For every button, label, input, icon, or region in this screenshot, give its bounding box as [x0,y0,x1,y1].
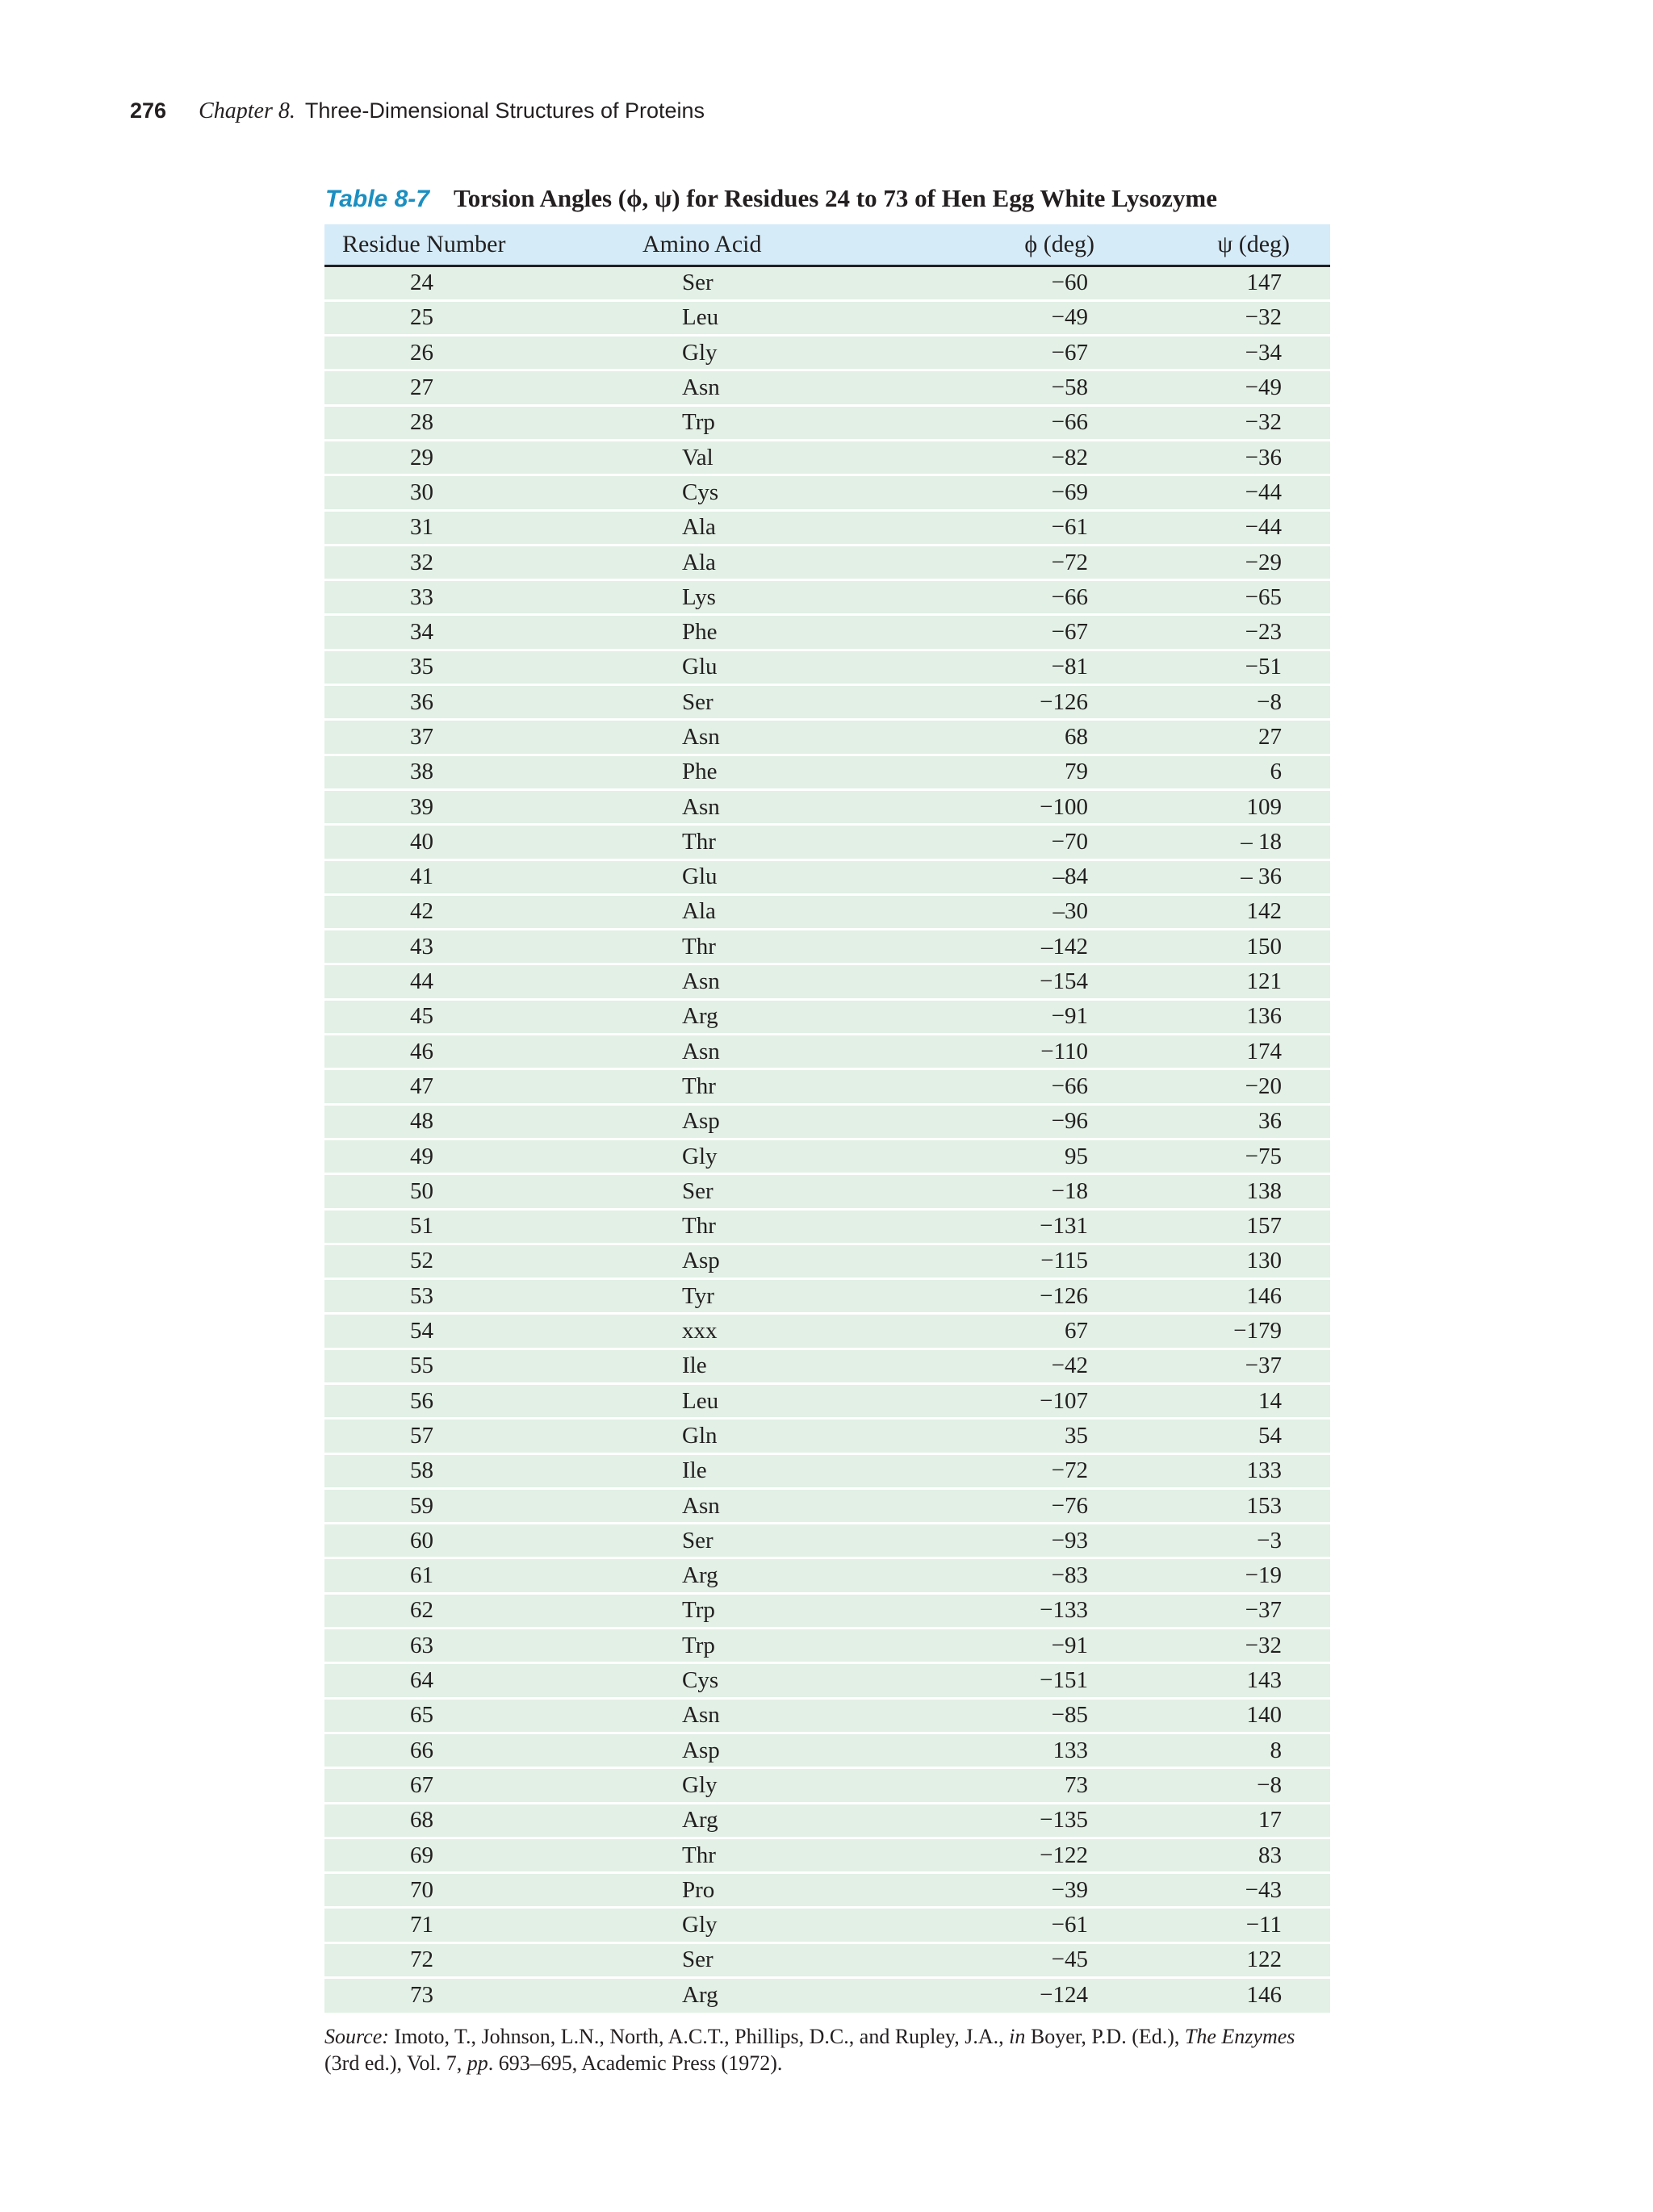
psi-cell: −32 [1140,405,1330,440]
chapter-title: Three-Dimensional Structures of Proteins [304,98,705,123]
amino-acid-cell: Ser [623,266,865,300]
residue-number-cell: 29 [324,440,623,475]
residue-number-cell: 70 [324,1873,623,1908]
psi-cell: 17 [1140,1803,1330,1838]
phi-cell: −124 [865,1978,1140,2013]
table-row [324,440,1330,475]
psi-cell: 121 [1140,964,1330,999]
phi-cell: −85 [865,1698,1140,1733]
table-row [324,930,1330,964]
amino-acid-cell: Glu [623,859,865,894]
table-row [324,1069,1330,1104]
table-row [324,1488,1330,1523]
amino-acid-cell: Asn [623,1698,865,1733]
column-header-residue-number: Residue Number [324,224,623,266]
amino-acid-cell: Ser [623,1942,865,1977]
psi-cell: −8 [1140,685,1330,720]
residue-number-cell: 40 [324,825,623,859]
phi-cell: −115 [865,1244,1140,1278]
table-row [324,1209,1330,1244]
phi-cell: 35 [865,1419,1140,1453]
table-row [324,1733,1330,1767]
phi-cell: −96 [865,1104,1140,1139]
table-row [324,1908,1330,1942]
phi-cell: 73 [865,1768,1140,1803]
phi-cell: 68 [865,720,1140,755]
table-row [324,545,1330,579]
phi-cell: –84 [865,859,1140,894]
amino-acid-cell: Ser [623,1174,865,1209]
phi-cell: −154 [865,964,1140,999]
amino-acid-cell: Asp [623,1244,865,1278]
phi-cell: −81 [865,650,1140,684]
psi-cell: 109 [1140,789,1330,824]
table-header [324,224,1330,266]
amino-acid-cell: Asp [623,1733,865,1767]
psi-cell: −37 [1140,1349,1330,1383]
psi-cell: 136 [1140,999,1330,1034]
page-number: 276 [130,98,167,123]
phi-cell: −70 [865,825,1140,859]
psi-cell: 140 [1140,1698,1330,1733]
amino-acid-cell: Val [623,440,865,475]
psi-cell: −34 [1140,336,1330,370]
phi-cell: −135 [865,1803,1140,1838]
column-header-amino-acid: Amino Acid [623,224,865,266]
psi-cell: 174 [1140,1035,1330,1069]
amino-acid-cell: Phe [623,755,865,789]
residue-number-cell: 26 [324,336,623,370]
table-row [324,1419,1330,1453]
amino-acid-cell: Trp [623,1629,865,1663]
psi-cell: 6 [1140,755,1330,789]
psi-cell: −49 [1140,370,1330,405]
phi-cell: −67 [865,615,1140,650]
table-row [324,1139,1330,1173]
phi-cell: –30 [865,894,1140,929]
psi-cell: −44 [1140,510,1330,545]
psi-cell: 54 [1140,1419,1330,1453]
amino-acid-cell: Ser [623,685,865,720]
phi-cell: −61 [865,510,1140,545]
phi-cell: −45 [865,1942,1140,1977]
source-note [324,2023,1330,2076]
residue-number-cell: 42 [324,894,623,929]
residue-number-cell: 27 [324,370,623,405]
phi-cell: 133 [865,1733,1140,1767]
residue-number-cell: 66 [324,1733,623,1767]
psi-cell: −8 [1140,1768,1330,1803]
psi-cell: −179 [1140,1314,1330,1349]
residue-number-cell: 44 [324,964,623,999]
residue-number-cell: 32 [324,545,623,579]
phi-cell: −151 [865,1663,1140,1698]
table-row [324,755,1330,789]
psi-cell: −29 [1140,545,1330,579]
table-row [324,1698,1330,1733]
table-row [324,825,1330,859]
amino-acid-cell: Thr [623,1069,865,1104]
amino-acid-cell: Asn [623,720,865,755]
running-head [130,98,705,134]
amino-acid-cell: Ala [623,545,865,579]
amino-acid-cell: Ile [623,1453,865,1488]
amino-acid-cell: Leu [623,300,865,335]
amino-acid-cell: Asn [623,370,865,405]
psi-cell: 146 [1140,1279,1330,1314]
residue-number-cell: 63 [324,1629,623,1663]
source-book-title: The Enzymes [1184,2025,1295,2048]
phi-cell: −42 [865,1349,1140,1383]
table-row [324,1244,1330,1278]
residue-number-cell: 59 [324,1488,623,1523]
psi-cell: −44 [1140,475,1330,510]
table-row [324,1942,1330,1977]
residue-number-cell: 35 [324,650,623,684]
psi-cell: −37 [1140,1593,1330,1628]
phi-cell: −60 [865,266,1140,300]
residue-number-cell: 67 [324,1768,623,1803]
phi-cell: 95 [865,1139,1140,1173]
phi-cell: −126 [865,685,1140,720]
residue-number-cell: 53 [324,1279,623,1314]
residue-number-cell: 46 [324,1035,623,1069]
amino-acid-cell: Leu [623,1384,865,1419]
psi-cell: −43 [1140,1873,1330,1908]
table-row [324,685,1330,720]
psi-cell: 138 [1140,1174,1330,1209]
residue-number-cell: 25 [324,300,623,335]
table-row [324,1978,1330,2013]
residue-number-cell: 69 [324,1838,623,1872]
amino-acid-cell: Gly [623,1139,865,1173]
phi-cell: −66 [865,580,1140,615]
source-pp: pp [467,2051,488,2075]
residue-number-cell: 45 [324,999,623,1034]
table-row [324,1558,1330,1593]
source-text-2: Boyer, P.D. (Ed.), [1025,2025,1185,2048]
amino-acid-cell: Cys [623,1663,865,1698]
residue-number-cell: 43 [324,930,623,964]
table-row [324,510,1330,545]
residue-number-cell: 55 [324,1349,623,1383]
psi-cell: 143 [1140,1663,1330,1698]
amino-acid-cell: Gly [623,1908,865,1942]
table-row [324,1838,1330,1872]
amino-acid-cell: Ile [623,1349,865,1383]
phi-cell: −91 [865,999,1140,1034]
residue-number-cell: 47 [324,1069,623,1104]
amino-acid-cell: Gly [623,336,865,370]
residue-number-cell: 68 [324,1803,623,1838]
amino-acid-cell: Thr [623,825,865,859]
psi-cell: 133 [1140,1453,1330,1488]
amino-acid-cell: Ala [623,894,865,929]
table-title [325,184,1217,220]
psi-cell: −51 [1140,650,1330,684]
psi-cell: – 18 [1140,825,1330,859]
amino-acid-cell: Phe [623,615,865,650]
residue-number-cell: 51 [324,1209,623,1244]
phi-cell: −122 [865,1838,1140,1872]
phi-cell: −131 [865,1209,1140,1244]
phi-cell: −49 [865,300,1140,335]
table-row [324,1524,1330,1558]
residue-number-cell: 50 [324,1174,623,1209]
residue-number-cell: 24 [324,266,623,300]
phi-cell: −66 [865,405,1140,440]
table-label: Table 8-7 [325,186,429,212]
table-row [324,1279,1330,1314]
amino-acid-cell: Gln [623,1419,865,1453]
psi-cell: 36 [1140,1104,1330,1139]
psi-cell: 150 [1140,930,1330,964]
residue-number-cell: 57 [324,1419,623,1453]
phi-cell: −107 [865,1384,1140,1419]
source-text-3: (3rd ed.), Vol. 7, [324,2051,467,2075]
residue-number-cell: 72 [324,1942,623,1977]
table-row [324,580,1330,615]
amino-acid-cell: Pro [623,1873,865,1908]
table-row [324,1873,1330,1908]
psi-cell: −32 [1140,300,1330,335]
residue-number-cell: 64 [324,1663,623,1698]
psi-cell: 8 [1140,1733,1330,1767]
phi-cell: −91 [865,1629,1140,1663]
psi-cell: 27 [1140,720,1330,755]
amino-acid-cell: Arg [623,999,865,1034]
psi-cell: 157 [1140,1209,1330,1244]
phi-cell: −82 [865,440,1140,475]
table-row [324,405,1330,440]
table-row [324,894,1330,929]
table-row [324,1349,1330,1383]
psi-cell: 83 [1140,1838,1330,1872]
table-row [324,859,1330,894]
amino-acid-cell: Trp [623,1593,865,1628]
psi-cell: −3 [1140,1524,1330,1558]
psi-cell: 142 [1140,894,1330,929]
source-label: Source: [324,2025,389,2048]
table-row [324,1593,1330,1628]
residue-number-cell: 38 [324,755,623,789]
table-row [324,1453,1330,1488]
phi-cell: 67 [865,1314,1140,1349]
phi-cell: −39 [865,1873,1140,1908]
table-caption: Torsion Angles (ϕ, ψ) for Residues 24 to 73 of Hen Egg White Lysozyme [453,184,1217,212]
column-header-phi: ϕ (deg) [865,224,1140,266]
column-header-psi: ψ (deg) [1140,224,1330,266]
amino-acid-cell: Thr [623,1209,865,1244]
psi-cell: −32 [1140,1629,1330,1663]
psi-cell: 14 [1140,1384,1330,1419]
amino-acid-cell: xxx [623,1314,865,1349]
residue-number-cell: 41 [324,859,623,894]
psi-cell: – 36 [1140,859,1330,894]
amino-acid-cell: Ser [623,1524,865,1558]
psi-cell: 146 [1140,1978,1330,2013]
psi-cell: −11 [1140,1908,1330,1942]
phi-cell: 79 [865,755,1140,789]
amino-acid-cell: Arg [623,1558,865,1593]
residue-number-cell: 52 [324,1244,623,1278]
source-text-4: . 693–695, Academic Press (1972). [488,2051,783,2075]
phi-cell: −110 [865,1035,1140,1069]
phi-cell: −93 [865,1524,1140,1558]
phi-cell: −66 [865,1069,1140,1104]
psi-cell: 122 [1140,1942,1330,1977]
residue-number-cell: 39 [324,789,623,824]
amino-acid-cell: Thr [623,930,865,964]
psi-cell: 153 [1140,1488,1330,1523]
amino-acid-cell: Tyr [623,1279,865,1314]
table-row [324,964,1330,999]
table-row [324,720,1330,755]
table-body [324,266,1330,2013]
table-row [324,999,1330,1034]
psi-cell: −36 [1140,440,1330,475]
residue-number-cell: 31 [324,510,623,545]
table-row [324,475,1330,510]
residue-number-cell: 61 [324,1558,623,1593]
residue-number-cell: 28 [324,405,623,440]
residue-number-cell: 71 [324,1908,623,1942]
table-row [324,370,1330,405]
chapter-label: Chapter 8. [199,98,295,123]
amino-acid-cell: Asn [623,1488,865,1523]
phi-cell: −69 [865,475,1140,510]
amino-acid-cell: Arg [623,1978,865,2013]
phi-cell: −18 [865,1174,1140,1209]
residue-number-cell: 62 [324,1593,623,1628]
table-row [324,615,1330,650]
amino-acid-cell: Asn [623,789,865,824]
table-row [324,300,1330,335]
amino-acid-cell: Ala [623,510,865,545]
residue-number-cell: 65 [324,1698,623,1733]
amino-acid-cell: Asp [623,1104,865,1139]
phi-cell: −72 [865,545,1140,579]
table-row [324,336,1330,370]
phi-cell: −133 [865,1593,1140,1628]
table-row [324,650,1330,684]
table-row [324,789,1330,824]
table-row [324,1035,1330,1069]
phi-cell: –142 [865,930,1140,964]
psi-cell: 130 [1140,1244,1330,1278]
amino-acid-cell: Glu [623,650,865,684]
residue-number-cell: 36 [324,685,623,720]
psi-cell: −20 [1140,1069,1330,1104]
table-row [324,1768,1330,1803]
table-row [324,1384,1330,1419]
psi-cell: −19 [1140,1558,1330,1593]
torsion-angle-table [324,224,1330,2013]
table-row [324,1104,1330,1139]
residue-number-cell: 73 [324,1978,623,2013]
psi-cell: −75 [1140,1139,1330,1173]
table-row [324,1803,1330,1838]
table-row [324,1314,1330,1349]
residue-number-cell: 49 [324,1139,623,1173]
residue-number-cell: 56 [324,1384,623,1419]
amino-acid-cell: Lys [623,580,865,615]
phi-cell: −83 [865,1558,1140,1593]
amino-acid-cell: Asn [623,1035,865,1069]
phi-cell: −61 [865,1908,1140,1942]
amino-acid-cell: Trp [623,405,865,440]
source-text-1: Imoto, T., Johnson, L.N., North, A.C.T., Phillips, D.C., and Rupley, J.A., [388,2025,1010,2048]
residue-number-cell: 58 [324,1453,623,1488]
source-in-word: in [1009,2025,1026,2048]
residue-number-cell: 54 [324,1314,623,1349]
amino-acid-cell: Arg [623,1803,865,1838]
psi-cell: −65 [1140,580,1330,615]
residue-number-cell: 37 [324,720,623,755]
residue-number-cell: 60 [324,1524,623,1558]
amino-acid-cell: Asn [623,964,865,999]
residue-number-cell: 34 [324,615,623,650]
psi-cell: 147 [1140,266,1330,300]
table-row [324,1629,1330,1663]
phi-cell: −58 [865,370,1140,405]
amino-acid-cell: Thr [623,1838,865,1872]
psi-cell: −23 [1140,615,1330,650]
amino-acid-cell: Cys [623,475,865,510]
residue-number-cell: 48 [324,1104,623,1139]
residue-number-cell: 30 [324,475,623,510]
phi-cell: −72 [865,1453,1140,1488]
phi-cell: −67 [865,336,1140,370]
torsion-angle-table-container [324,224,1330,2013]
phi-cell: −100 [865,789,1140,824]
table-row [324,266,1330,300]
residue-number-cell: 33 [324,580,623,615]
amino-acid-cell: Gly [623,1768,865,1803]
table-header-row [324,224,1330,266]
table-row [324,1663,1330,1698]
phi-cell: −126 [865,1279,1140,1314]
table-row [324,1174,1330,1209]
phi-cell: −76 [865,1488,1140,1523]
